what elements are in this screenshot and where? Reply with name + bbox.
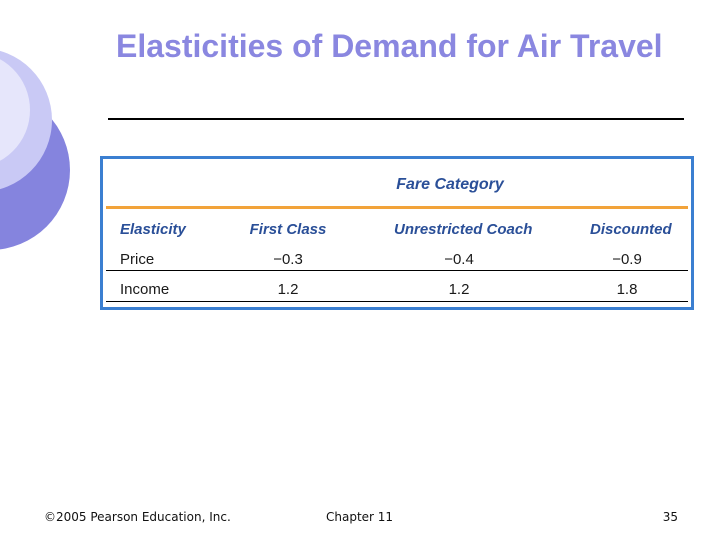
slide-title: Elasticities of Demand for Air Travel xyxy=(116,28,663,64)
cell-income-unrestricted-coach: 1.2 xyxy=(448,281,470,298)
cell-price-unrestricted-coach: −0.4 xyxy=(444,251,474,268)
cell-income-discounted: 1.8 xyxy=(616,281,638,298)
cell-price-discounted: −0.9 xyxy=(612,251,642,268)
table-bottom-rule xyxy=(106,301,688,302)
column-header-first-class: First Class xyxy=(249,221,327,238)
title-divider xyxy=(108,118,684,120)
decorative-circles xyxy=(0,0,90,300)
row-label-price: Price xyxy=(120,251,155,268)
footer-chapter: Chapter 11 xyxy=(326,510,394,524)
cell-price-first-class: −0.3 xyxy=(273,251,303,268)
elasticity-table xyxy=(100,156,694,310)
cell-income-first-class: 1.2 xyxy=(277,281,299,298)
footer-page-number: 35 xyxy=(662,510,678,524)
row-label-income: Income xyxy=(120,281,170,298)
column-header-elasticity: Elasticity xyxy=(120,221,186,238)
footer-copyright: ©2005 Pearson Education, Inc. xyxy=(44,510,231,524)
column-header-unrestricted-coach: Unrestricted Coach xyxy=(394,221,533,238)
column-header-discounted: Discounted xyxy=(590,221,672,238)
table-caption: Fare Category xyxy=(396,176,504,193)
table-body xyxy=(106,162,688,304)
row-divider xyxy=(106,270,688,271)
header-divider xyxy=(106,206,688,209)
